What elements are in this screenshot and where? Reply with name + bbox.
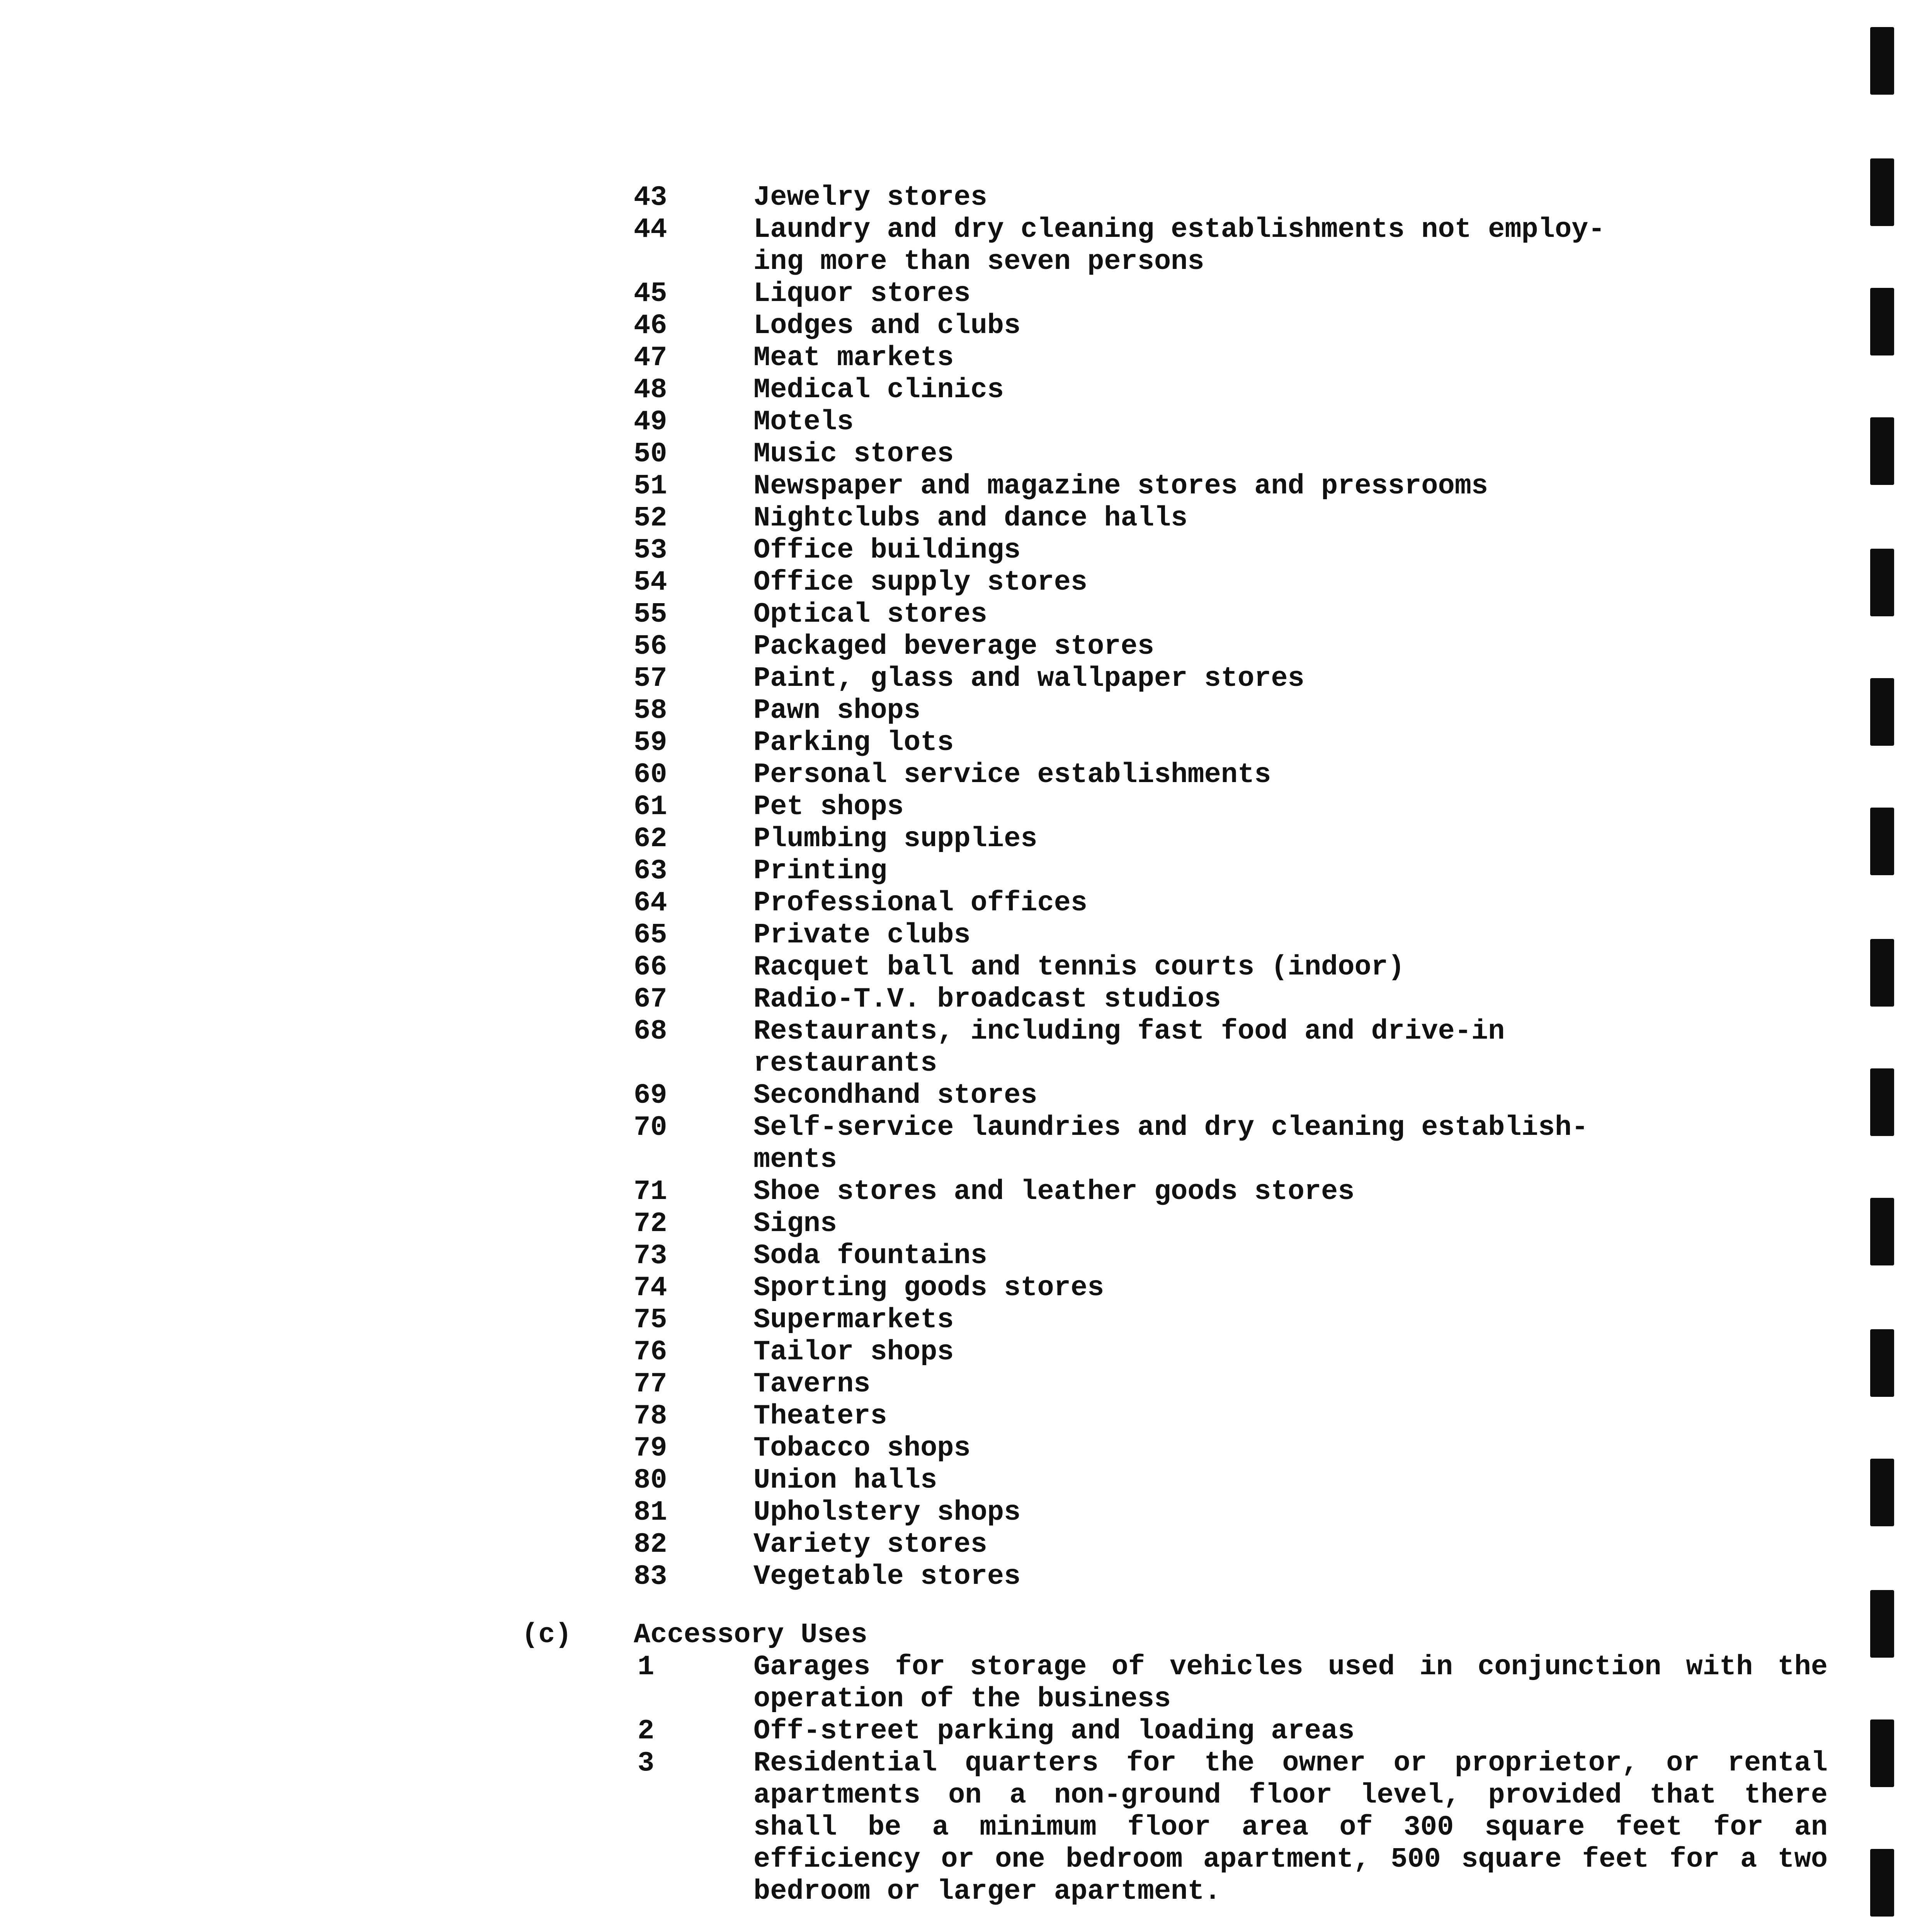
- list-item: [634, 1080, 1754, 1112]
- item-text: Paint, glass and wallpaper stores: [753, 663, 1304, 694]
- list-item: [634, 1272, 1754, 1304]
- item-number: 73: [634, 1240, 667, 1272]
- item-number: 81: [634, 1497, 667, 1528]
- list-item: [634, 855, 1754, 887]
- list-item: [634, 214, 1754, 278]
- item-number: 83: [634, 1561, 667, 1592]
- item-text: Medical clinics: [753, 374, 1004, 406]
- list-item: [634, 1240, 1754, 1272]
- item-text: Professional offices: [753, 887, 1088, 919]
- item-text: Lodges and clubs: [753, 310, 1021, 342]
- item-text: Motels: [753, 406, 854, 438]
- item-text: Printing: [753, 855, 887, 887]
- item-number: 67: [634, 983, 667, 1015]
- list-item: [634, 983, 1754, 1015]
- list-item: [634, 182, 1754, 214]
- binding-mark: [1870, 549, 1894, 616]
- binding-mark: [1870, 1459, 1894, 1526]
- list-item: [634, 663, 1754, 695]
- item-number: 70: [634, 1112, 667, 1143]
- list-item: [634, 1432, 1754, 1464]
- list-item: [634, 1497, 1754, 1529]
- item-number: 1: [638, 1651, 655, 1683]
- item-number: 78: [634, 1400, 667, 1432]
- binding-mark: [1870, 1198, 1894, 1265]
- item-number: 2: [638, 1715, 655, 1747]
- list-item: [634, 951, 1754, 983]
- list-item: [634, 1368, 1754, 1400]
- item-number: 3: [638, 1747, 655, 1779]
- accessory-uses-list: [634, 1651, 1845, 1908]
- item-text: Supermarkets: [753, 1304, 954, 1336]
- binding-mark: [1870, 1590, 1894, 1658]
- list-item: [634, 534, 1754, 566]
- item-text: Vegetable stores: [753, 1561, 1021, 1592]
- list-item: [634, 759, 1754, 791]
- item-number: 76: [634, 1336, 667, 1368]
- item-text: Tobacco shops: [753, 1432, 971, 1464]
- item-text: Liquor stores: [753, 278, 971, 310]
- item-text: Garages for storage of vehicles used in conjunction with the operation of the business: [753, 1651, 1845, 1715]
- list-item: [634, 1464, 1754, 1497]
- item-text: Theaters: [753, 1400, 887, 1432]
- item-number: 46: [634, 310, 667, 342]
- list-item: [634, 502, 1754, 534]
- item-text: Upholstery shops: [753, 1497, 1021, 1528]
- item-number: 59: [634, 727, 667, 759]
- item-text: Pawn shops: [753, 695, 921, 726]
- item-text: Signs: [753, 1208, 837, 1240]
- list-item: [634, 374, 1754, 406]
- item-text: Radio-T.V. broadcast studios: [753, 983, 1221, 1015]
- list-item: [634, 470, 1754, 502]
- list-item: [634, 406, 1754, 438]
- item-number: 65: [634, 919, 667, 951]
- item-number: 52: [634, 502, 667, 534]
- item-number: 68: [634, 1015, 667, 1047]
- list-item: [634, 1112, 1754, 1176]
- item-number: 45: [634, 278, 667, 310]
- item-number: 44: [634, 214, 667, 245]
- list-item: [634, 727, 1754, 759]
- item-text: Newspaper and magazine stores and pressrooms: [753, 470, 1488, 502]
- item-number: 77: [634, 1368, 667, 1400]
- item-number: 75: [634, 1304, 667, 1336]
- item-text: Taverns: [753, 1368, 871, 1400]
- list-item: [634, 1015, 1754, 1080]
- item-text: Personal service establishments: [753, 759, 1271, 791]
- item-number: 56: [634, 631, 667, 662]
- item-number: 57: [634, 663, 667, 694]
- list-item: [634, 1400, 1754, 1432]
- item-text: Self-service laundries and dry cleaning establish- ments: [753, 1112, 1588, 1175]
- item-text: Music stores: [753, 438, 954, 470]
- binding-mark: [1870, 158, 1894, 226]
- item-number: 72: [634, 1208, 667, 1240]
- item-number: 47: [634, 342, 667, 374]
- binding-mark: [1870, 1719, 1894, 1787]
- binding-mark: [1870, 808, 1894, 875]
- item-text: Sporting goods stores: [753, 1272, 1104, 1304]
- list-item: [634, 342, 1754, 374]
- list-item: [634, 1336, 1754, 1368]
- item-text: Office supply stores: [753, 566, 1088, 598]
- binding-marks: [1870, 0, 1897, 1932]
- item-text: Shoe stores and leather goods stores: [753, 1176, 1355, 1208]
- item-number: 74: [634, 1272, 667, 1304]
- item-text: Tailor shops: [753, 1336, 954, 1368]
- item-text: Soda fountains: [753, 1240, 987, 1272]
- item-number: 82: [634, 1529, 667, 1560]
- item-text: Pet shops: [753, 791, 904, 823]
- item-number: 55: [634, 599, 667, 630]
- binding-mark: [1870, 1329, 1894, 1397]
- list-item: [634, 278, 1754, 310]
- item-text: Racquet ball and tennis courts (indoor): [753, 951, 1405, 983]
- binding-mark: [1870, 939, 1894, 1007]
- binding-mark: [1870, 288, 1894, 355]
- list-item: [634, 919, 1754, 951]
- item-text: Variety stores: [753, 1529, 987, 1560]
- binding-mark: [1870, 1068, 1894, 1136]
- binding-mark: [1870, 678, 1894, 746]
- list-item: [634, 695, 1754, 727]
- item-number: 49: [634, 406, 667, 438]
- list-item: [634, 599, 1754, 631]
- item-number: 62: [634, 823, 667, 855]
- list-item: [634, 1651, 1845, 1715]
- list-item: [634, 438, 1754, 470]
- section-heading: Accessory Uses: [634, 1619, 867, 1651]
- item-number: 64: [634, 887, 667, 919]
- list-item: [634, 823, 1754, 855]
- list-item: [634, 887, 1754, 919]
- list-item: [634, 631, 1754, 663]
- item-text: Private clubs: [753, 919, 971, 951]
- item-text: Union halls: [753, 1464, 937, 1496]
- item-text: Office buildings: [753, 534, 1021, 566]
- binding-mark: [1870, 417, 1894, 485]
- item-number: 50: [634, 438, 667, 470]
- item-text: Optical stores: [753, 599, 987, 630]
- item-number: 48: [634, 374, 667, 406]
- list-item: [634, 1176, 1754, 1208]
- list-item: [634, 1747, 1845, 1908]
- section-letter: (c): [522, 1619, 572, 1651]
- item-text: Parking lots: [753, 727, 954, 759]
- item-text: Jewelry stores: [753, 182, 987, 213]
- item-number: 79: [634, 1432, 667, 1464]
- item-text: Meat markets: [753, 342, 954, 374]
- item-number: 51: [634, 470, 667, 502]
- permitted-uses-list: [634, 182, 1754, 1593]
- item-text: Packaged beverage stores: [753, 631, 1154, 662]
- item-number: 61: [634, 791, 667, 823]
- list-item: [634, 1561, 1754, 1593]
- item-text: Laundry and dry cleaning establishments not employ- ing more than seven persons: [753, 214, 1605, 277]
- item-number: 60: [634, 759, 667, 791]
- item-text: Plumbing supplies: [753, 823, 1037, 855]
- list-item: [634, 791, 1754, 823]
- item-number: 66: [634, 951, 667, 983]
- item-number: 58: [634, 695, 667, 726]
- list-item: [634, 566, 1754, 599]
- binding-mark: [1870, 27, 1894, 95]
- item-number: 53: [634, 534, 667, 566]
- item-text: Restaurants, including fast food and drive-in restaurants: [753, 1015, 1505, 1079]
- binding-mark: [1870, 1849, 1894, 1917]
- item-number: 63: [634, 855, 667, 887]
- list-item: [634, 1304, 1754, 1336]
- item-text: Residential quarters for the owner or proprietor, or rental apartments on a non-ground floor level, provided that there shall be a minimum floor area of 300 square feet for an efficiency or one bedroom apartment, 500 square feet for a two bedroom or larger apartment.: [753, 1747, 1845, 1907]
- list-item: [634, 1208, 1754, 1240]
- item-number: 80: [634, 1464, 667, 1496]
- item-number: 43: [634, 182, 667, 213]
- item-text: Off-street parking and loading areas: [753, 1715, 1355, 1747]
- list-item: [634, 1715, 1797, 1747]
- item-number: 71: [634, 1176, 667, 1208]
- item-number: 54: [634, 566, 667, 598]
- list-item: [634, 1529, 1754, 1561]
- accessory-uses-section: [522, 1619, 1845, 1908]
- item-text: Secondhand stores: [753, 1080, 1037, 1111]
- item-text: Nightclubs and dance halls: [753, 502, 1188, 534]
- list-item: [634, 310, 1754, 342]
- item-number: 69: [634, 1080, 667, 1111]
